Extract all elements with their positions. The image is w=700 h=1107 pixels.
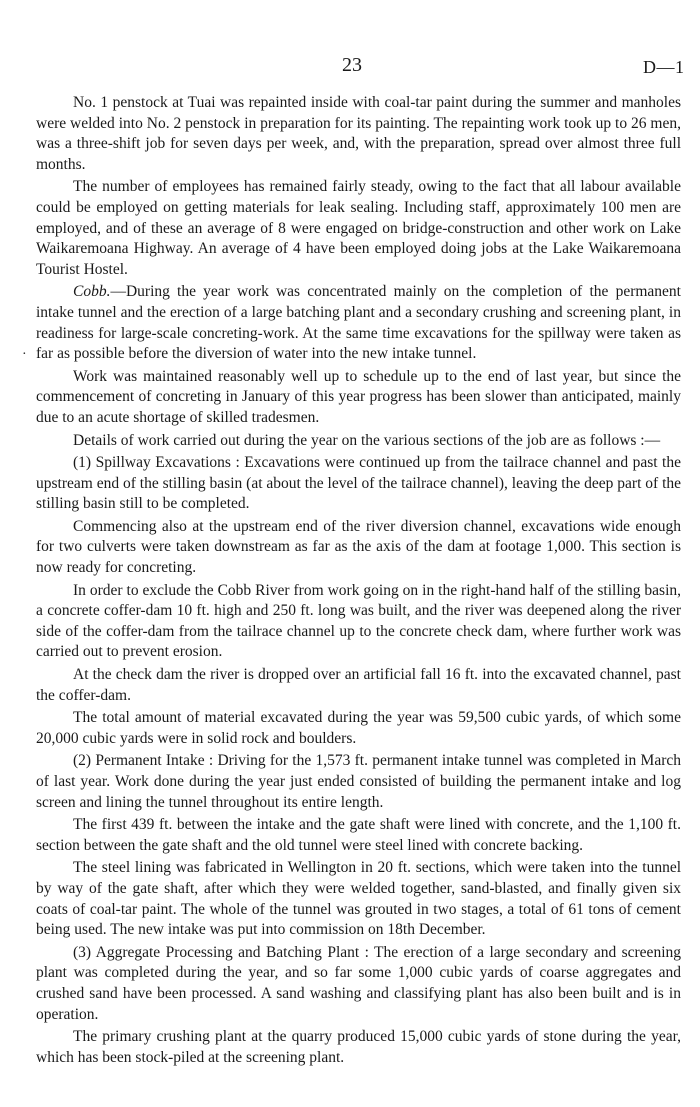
paragraph: At the check dam the river is dropped over an artificial fall 16 ft. into the excavated channel, past the coffer-dam. xyxy=(36,666,681,704)
paragraph: (2) Permanent Intake : Driving for the 1,573 ft. permanent intake tunnel was completed in March of last year. Work done during the year just ended consisted of building the permanent intake and log screen and lining the tunnel throughout its entire length. xyxy=(36,752,681,811)
document-id: D—1 xyxy=(643,57,685,77)
paragraph: Commencing also at the upstream end of the river diversion channel, excavations wide enough for two culverts were taken downstream as far as the axis of the dam at footage 1,000. This section is now ready for concreting. xyxy=(36,517,681,577)
paragraph: The number of employees has remained fairly steady, owing to the fact that all labour available could be employed on getting materials for leak sealing. Including staff, approximately 100 men are employed, and of these an average of 8 were engaged on bridge-construction and other work on Lake Waikaremoana Highway. An average of 4 have been employed doing jobs at the Lake Waikaremoana Tourist Hostel. xyxy=(36,178,681,278)
page-number: 23 xyxy=(342,54,362,76)
body-text xyxy=(36,93,681,1070)
paragraph: (1) Spillway Excavations : Excavations were continued up from the tailrace channel and past the upstream end of the stilling basin (at about the level of the tailrace channel), leaving the deep part of the stilling basin still to be completed. xyxy=(36,454,681,513)
section-heading: Cobb. xyxy=(73,283,111,301)
paragraph: Cobb.—During the year work was concentrated mainly on the completion of the permanent intake tunnel and the erection of a large batching plant and a secondary crushing and screening plant, in readiness for large-scale concreting-work. At the same time excavations for the spillway were taken as far as possible before the diversion of water into the new intake tunnel. xyxy=(36,283,681,363)
paragraph: No. 1 penstock at Tuai was repainted inside with coal-tar paint during the summer and manholes were welded into No. 2 penstock in preparation for its painting. The repainting work took up to 26 men, was a three-shift job for seven days per week, and, with the preparation, spread over almost three full months. xyxy=(36,94,681,173)
margin-mark: · xyxy=(22,347,27,362)
paragraph: The primary crushing plant at the quarry produced 15,000 cubic yards of stone during the year, which has been stock-piled at the screening plant. xyxy=(36,1028,681,1066)
paragraph: In order to exclude the Cobb River from work going on in the right-hand half of the stilling basin, a concrete coffer-dam 10 ft. high and 250 ft. long was built, and the river was deepened along the river side of the coffer-dam from the tailrace channel up to the concrete check dam, where further work was carried out to prevent erosion. xyxy=(36,581,681,661)
paragraph: (3) Aggregate Processing and Batching Plant : The erection of a large secondary and screening plant was completed during the year, and so far some 1,000 cubic yards of coarse aggregates and crushed sand have been processed. A sand washing and classifying plant has also been built and is in operation. xyxy=(36,943,681,1023)
paragraph: Work was maintained reasonably well up to schedule up to the end of last year, but since the commencement of concreting in January of this year progress has been slower than anticipated, mainly due to an acute shortage of skilled tradesmen. xyxy=(36,367,681,426)
paragraph: Details of work carried out during the year on the various sections of the job are as follows :— xyxy=(73,431,661,449)
paragraph: The steel lining was fabricated in Wellington in 20 ft. sections, which were taken into the tunnel by way of the gate shaft, after which they were welded together, sand-blasted, and finally given six coats of coal-tar paint. The whole of the tunnel was grouted in two stages, a total of 61 tons of cement being used. The new intake was put into commission on 18th December. xyxy=(36,859,681,939)
paragraph: The total amount of material excavated during the year was 59,500 cubic yards, of which some 20,000 cubic yards were in solid rock and boulders. xyxy=(36,709,681,747)
paragraph: The first 439 ft. between the intake and the gate shaft were lined with concrete, and the 1,100 ft. section between the gate shaft and the old tunnel were steel lined with concrete backing. xyxy=(36,816,681,854)
